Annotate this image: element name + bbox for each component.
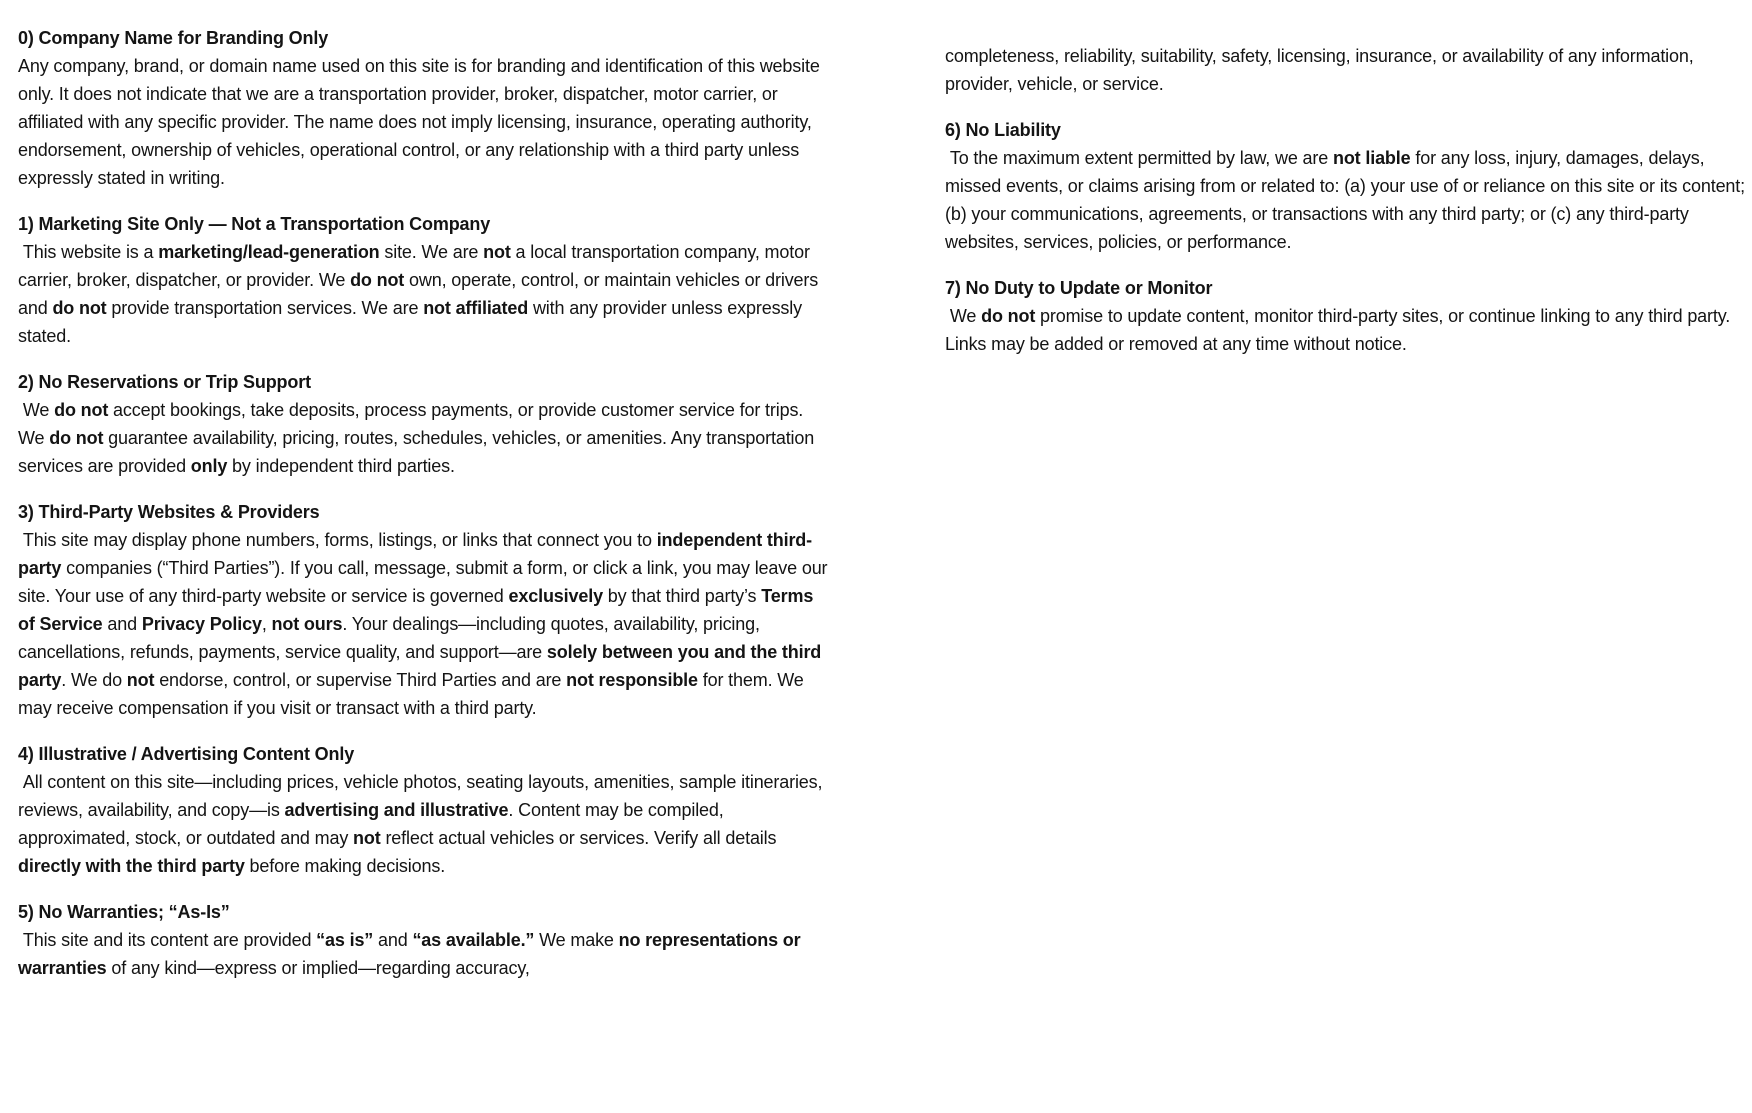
section (18, 24, 828, 192)
section-heading: 1) Marketing Site Only — Not a Transportation Company (18, 214, 491, 234)
column-left (18, 24, 833, 1000)
column-right (945, 42, 1752, 1000)
bold-text-run: do not (49, 428, 104, 448)
section-heading: 7) No Duty to Update or Monitor (945, 278, 1213, 298)
bold-text-run: not liable (1332, 148, 1411, 168)
text-run: . Content may be compiled, approximated, stock, or outdated and may (18, 800, 729, 848)
text-run: This website is a (18, 242, 159, 262)
text-run: , (261, 614, 272, 634)
bold-text-run: “as is” (316, 930, 374, 950)
section (18, 740, 828, 880)
bold-text-run: not (353, 828, 381, 848)
text-run: endorse, control, or supervise Third Parties and are (154, 670, 567, 690)
text-run: We make (534, 930, 619, 950)
text-run: This site may display phone numbers, forms, listings, or links that connect you to (18, 530, 657, 550)
bold-text-run: exclusively (508, 586, 603, 606)
section-heading: 4) Illustrative / Advertising Content Only (18, 744, 355, 764)
text-run: with any provider unless expressly stated. (18, 298, 807, 346)
text-run: reflect actual vehicles or services. Verify all details (380, 828, 782, 848)
text-run: for any loss, injury, damages, delays, missed events, or claims arising from or related to: (a) your use of or reliance on this site or its content; (b) your communications, agreements, or transactions with any third party; or (c) any third-party websites, services, policies, or performance. (945, 148, 1750, 252)
section (18, 498, 833, 722)
bold-text-run: do not (981, 306, 1036, 326)
section (945, 274, 1752, 358)
text-run: We (18, 400, 55, 420)
bold-text-run: not affiliated (423, 298, 529, 318)
section (945, 116, 1752, 256)
bold-text-run: marketing/lead-generation (158, 242, 380, 262)
section-heading: 3) Third-Party Websites & Providers (18, 502, 320, 522)
section (18, 368, 828, 480)
bold-text-run: not (483, 242, 511, 262)
bold-text-run: not responsible (566, 670, 698, 690)
text-run: promise to update content, monitor third-party sites, or continue linking to any third party. Links may be added or removed at any time without notice. (945, 306, 1735, 354)
section (18, 898, 828, 982)
bold-text-run: do not (350, 270, 405, 290)
section (945, 42, 1752, 98)
text-run: own, operate, control, or maintain vehicles or drivers and (18, 270, 823, 318)
text-run: site. We are (379, 242, 484, 262)
bold-text-run: directly with the third party (18, 856, 245, 876)
text-run: Any company, brand, or domain name used on this site is for branding and identification of this website only. It does not indicate that we are a transportation provider, broker, dispatcher, motor carrier, or affiliated with any specific provider. The name does not imply licensing, insurance, operating authority, endorsement, ownership of vehicles, operational control, or any relationship with a third party unless expressly stated in writing. (18, 56, 825, 188)
text-run: before making decisions. (244, 856, 446, 876)
text-run: accept bookings, take deposits, process payments, or provide customer service for trips. We (18, 400, 809, 448)
text-run: by independent third parties. (227, 456, 455, 476)
section (18, 210, 828, 350)
text-run: All content on this site—including prices, vehicle photos, seating layouts, amenities, sample itineraries, reviews, availability, and copy—is (18, 772, 828, 820)
text-run: companies (“Third Parties”). If you call, message, submit a form, or click a link, you may leave our site. Your use of any third-party website or service is governed (18, 558, 833, 606)
text-run: provide transportation services. We are (106, 298, 424, 318)
bold-text-run: do not (54, 400, 109, 420)
text-run: completeness, reliability, suitability, safety, licensing, insurance, or availability of any information, provider, vehicle, or service. (945, 46, 1699, 94)
text-run: This site and its content are provided (18, 930, 317, 950)
text-run: and (102, 614, 142, 634)
section-heading: 2) No Reservations or Trip Support (18, 372, 311, 392)
bold-text-run: not (126, 670, 155, 690)
bold-text-run: Terms of Service (18, 586, 819, 634)
text-run: for them. We may receive compensation if you visit or transact with a third party. (18, 670, 809, 718)
bold-text-run: do not (52, 298, 107, 318)
section-heading: 0) Company Name for Branding Only (18, 28, 329, 48)
bold-text-run: only (190, 456, 228, 476)
text-run: We (945, 306, 982, 326)
section-heading: 6) No Liability (945, 120, 1061, 140)
bold-text-run: Privacy Policy (141, 614, 262, 634)
section-heading: 5) No Warranties; “As-Is” (18, 902, 230, 922)
bold-text-run: “as available.” (412, 930, 535, 950)
bold-text-run: independent third-party (18, 530, 812, 578)
bold-text-run: solely between you and the third party (18, 642, 827, 690)
text-run: . Your dealings—including quotes, availability, pricing, cancellations, refunds, payments, service quality, and support—are (18, 614, 765, 662)
text-run: of any kind—express or implied—regarding accuracy, (106, 958, 530, 978)
bold-text-run: no representations or warranties (18, 930, 806, 978)
text-run: a local transportation company, motor carrier, broker, dispatcher, or provider. We (18, 242, 815, 290)
text-run: . We do (61, 670, 127, 690)
text-run: To the maximum extent permitted by law, we are (945, 148, 1333, 168)
bold-text-run: not ours (271, 614, 343, 634)
bold-text-run: advertising and illustrative (284, 800, 509, 820)
text-run: by that third party’s (602, 586, 762, 606)
text-run: and (373, 930, 413, 950)
text-run: guarantee availability, pricing, routes, schedules, vehicles, or amenities. Any transportation services are provided (18, 428, 819, 476)
